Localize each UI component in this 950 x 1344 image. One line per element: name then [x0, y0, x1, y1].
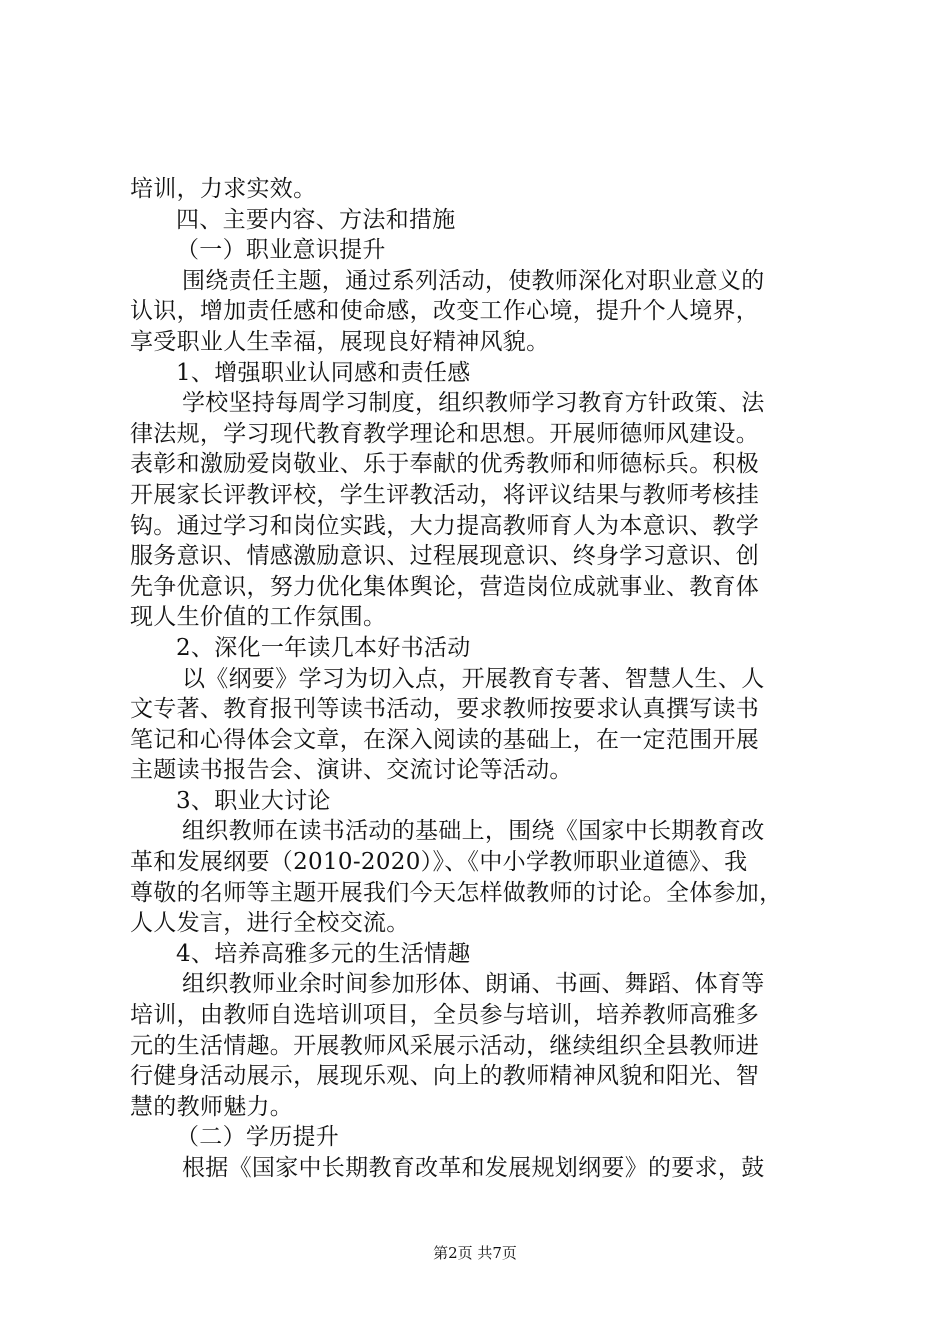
text-line: 先争优意识，努力优化集体舆论，营造岗位成就事业、教育体	[130, 573, 760, 600]
text-line: 主题读书报告会、演讲、交流讨论等活动。	[130, 757, 573, 784]
text-line: 律法规，学习现代教育教学理论和思想。开展师德师风建设。	[130, 420, 760, 447]
text-line: 培训，力求实效。	[130, 176, 317, 202]
text-line: 培训，由教师自选培训项目，全员参与培训，培养教师高雅多	[130, 1002, 760, 1029]
page-footer: 第2页 共7页	[433, 1244, 517, 1262]
item-heading: 3、职业大讨论	[176, 787, 331, 814]
text-line: 钩。通过学习和岗位实践，大力提高教师育人为本意识、教学	[130, 512, 760, 539]
text-line: 学校坚持每周学习制度，组织教师学习教育方针政策、法	[182, 390, 765, 417]
text-line: 笔记和心得体会文章，在深入阅读的基础上，在一定范围开展	[130, 726, 760, 753]
text-line: 享受职业人生幸福，展现良好精神风貌。	[130, 328, 550, 355]
text-line: 根据《国家中长期教育改革和发展规划纲要》的要求，鼓	[182, 1155, 765, 1181]
text-line: 文专著、教育报刊等读书活动，要求教师按要求认真撰写读书	[130, 696, 760, 723]
text-line: 元的生活情趣。开展教师风采展示活动，继续组织全县教师进	[130, 1032, 760, 1059]
text-line: 组织教师业余时间参加形体、朗诵、书画、舞蹈、体育等	[182, 971, 765, 998]
item-heading: 4、培养高雅多元的生活情趣	[176, 940, 471, 967]
section-heading: 四、主要内容、方法和措施	[176, 206, 456, 233]
text-line: 革和发展纲要（2010-2020）》、《中小学教师职业道德》、我	[130, 849, 748, 876]
subsection-heading: （一）职业意识提升	[176, 237, 386, 264]
text-line: 现人生价值的工作氛围。	[130, 604, 387, 631]
text-line: 认识，增加责任感和使命感，改变工作心境，提升个人境界，	[130, 298, 760, 325]
body-text	[130, 174, 830, 1184]
text-line: 尊敬的名师等主题开展我们今天怎样做教师的讨论。全体参加，	[130, 879, 783, 906]
text-line: 人人发言，进行全校交流。	[130, 910, 410, 937]
text-line: 服务意识、情感激励意识、过程展现意识、终身学习意识、创	[130, 543, 760, 570]
item-heading: 2、深化一年读几本好书活动	[176, 634, 471, 661]
text-line: 慧的教师魅力。	[130, 1093, 294, 1120]
text-line: 表彰和激励爱岗敬业、乐于奉献的优秀教师和师德标兵。积极	[130, 451, 760, 478]
text-line: 组织教师在读书活动的基础上，围绕《国家中长期教育改	[182, 818, 765, 845]
text-line: 开展家长评教评校，学生评教活动，将评议结果与教师考核挂	[130, 481, 760, 508]
text-line: 以《纲要》学习为切入点，开展教育专著、智慧人生、人	[182, 665, 765, 692]
text-line: 行健身活动展示，展现乐观、向上的教师精神风貌和阳光、智	[130, 1063, 760, 1090]
item-heading: 1、增强职业认同感和责任感	[176, 359, 471, 386]
subsection-heading: （二）学历提升	[176, 1124, 340, 1151]
text-line: 围绕责任主题，通过系列活动，使教师深化对职业意义的	[182, 267, 765, 294]
